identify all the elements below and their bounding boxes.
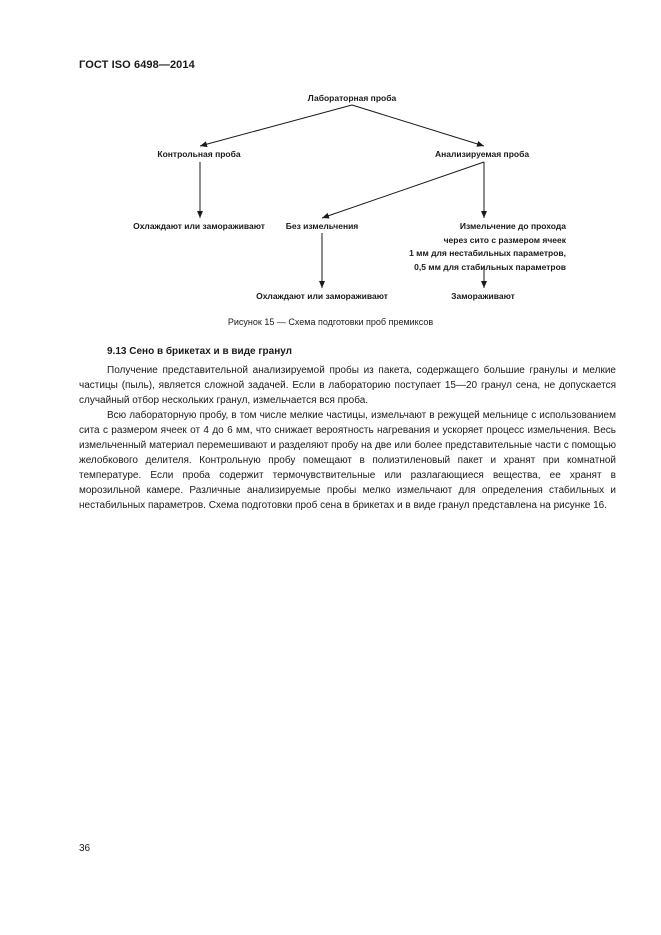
node-analyzed-sample: Анализируемая проба <box>434 149 530 159</box>
arrow-root-to-analyzed <box>352 105 484 146</box>
section-title: 9.13 Сено в брикетах и в виде гранул <box>107 346 293 357</box>
arrow-analyzed-to-no-grinding <box>322 162 484 218</box>
node-control-sample: Контрольная проба <box>157 149 241 159</box>
figure-caption: Рисунок 15 — Схема подготовки проб премиксов <box>227 317 434 327</box>
body-paragraph-1 <box>79 363 616 408</box>
node-freeze: Замораживают <box>451 291 515 301</box>
arrow-root-to-control <box>200 105 352 146</box>
grinding-line-3: 1 мм для нестабильных параметров, <box>409 248 566 258</box>
paragraph-text: Всю лабораторную пробу, в том числе мелкие частицы, измельчают в режущей мельнице с использованием сита с размером ячеек от 4 до 6 мм, что снижает вероятность нагревания и ускоряет процесс измельчения. Весь измельченный материал перемешивают и разделяют пробу на две или более представительные части с помощью желобкового делителя. Контрольную пробу помещают в полиэтиленовый пакет и хранят при комнатной температуре. Если проба содержит термочувствительные или разлагающиеся вещества, ее хранят в морозильной камере. Различные анализируемые пробы мелко измельчают для определения стабильных и нестабильных параметров. Схема подготовки проб сена в брикетах и в виде гранул представлена на рисунке 16. <box>79 410 616 511</box>
node-no-grinding: Без измельчения <box>285 221 359 231</box>
document-header: ГОСТ ISO 6498—2014 <box>79 59 195 71</box>
grinding-line-2: через сито с размером ячеек <box>443 234 566 245</box>
node-cool-or-freeze-no-grinding: Охлаждают или замораживают <box>256 291 388 301</box>
body-paragraph-2 <box>79 408 616 513</box>
node-grinding-sieve <box>380 220 566 274</box>
node-laboratory-sample: Лабораторная проба <box>307 93 397 103</box>
node-cool-or-freeze-control: Охлаждают или замораживают <box>133 221 265 231</box>
page-number: 36 <box>79 843 91 854</box>
grinding-line-1: Измельчение до прохода <box>459 221 566 231</box>
paragraph-text: Получение представительной анализируемой пробы из пакета, содержащего большие гранулы и мелкие частицы (пыль), является сложной задачей. Если в лабораторию поступает 15—20 гранул сена, не допускается случайный отбор нескольких гранул, измельчается вся проба. <box>79 365 616 406</box>
grinding-line-4: 0,5 мм для стабильных параметров <box>414 261 566 272</box>
